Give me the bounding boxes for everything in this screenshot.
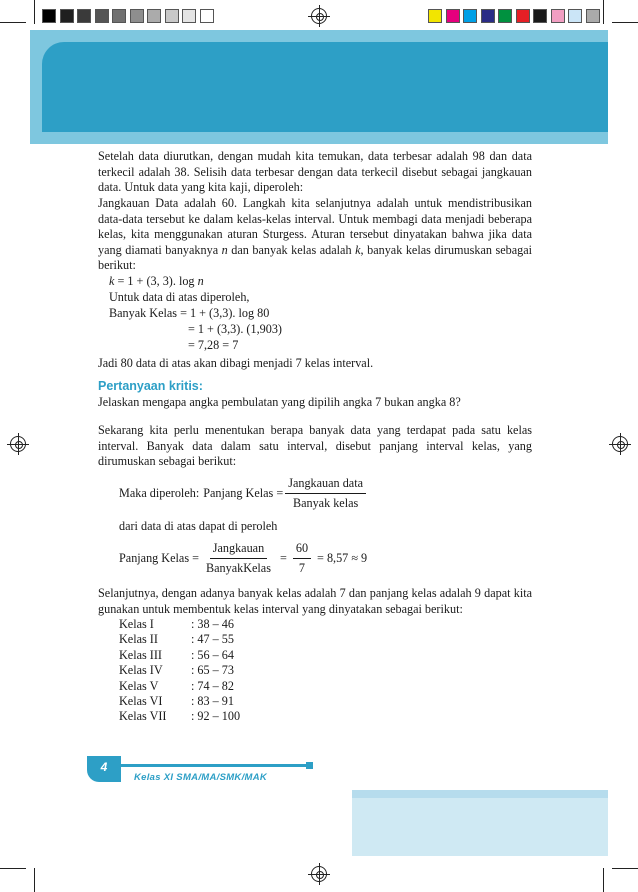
crop-mark: [603, 0, 604, 24]
gray-swatch: [112, 9, 126, 23]
fraction-numerator: 60: [293, 541, 311, 559]
formula-text: = 1 + (3, 3). log: [114, 274, 198, 288]
conclusion-text: Jadi 80 data di atas akan dibagi menjadi 7 kelas interval.: [98, 356, 374, 370]
class-name: Kelas III: [119, 647, 162, 662]
class-range: : 92 – 100: [191, 709, 241, 724]
color-swatch: [516, 9, 530, 23]
color-swatch: [533, 9, 547, 23]
fraction-numerator: Jangkauan data: [285, 476, 366, 494]
class-name: Kelas V: [119, 678, 159, 693]
calculation-result: = 8,57 ≈ 9: [317, 551, 368, 565]
fraction: [293, 541, 311, 576]
gray-swatch: [182, 9, 196, 23]
class-interval-list: [119, 617, 319, 725]
fraction-denominator: 7: [298, 561, 305, 575]
fraction-denominator: Banyak kelas: [292, 496, 359, 510]
fraction: [285, 476, 366, 511]
crop-mark: [34, 868, 35, 892]
variable-k: k: [355, 242, 361, 257]
paragraph-sturgess-part: , banyak kelas dirumuskan sebagai berikut:: [98, 242, 533, 273]
class-interval-row: [119, 694, 319, 709]
color-swatch: [446, 9, 460, 23]
fraction: [203, 541, 274, 576]
variable-n: n: [197, 274, 204, 288]
formula-prefix: Maka diperoleh:: [119, 486, 200, 500]
crop-mark: [612, 868, 638, 869]
gray-swatch: [200, 9, 214, 23]
critical-question-text: Jelaskan mengapa angka pembulatan yang dipilih angka 7 bukan angka 8?: [98, 395, 461, 409]
crop-mark: [603, 868, 604, 892]
class-range: : 65 – 73: [191, 663, 234, 678]
variable-k: k: [109, 274, 115, 288]
page-number: 4: [87, 756, 121, 782]
crop-mark: [0, 868, 26, 869]
gray-swatch: [165, 9, 179, 23]
crop-mark: [0, 22, 26, 23]
registration-mark-icon: [612, 436, 628, 452]
interval-length-calculation: [119, 541, 367, 576]
color-swatch: [551, 9, 565, 23]
color-swatch: [498, 9, 512, 23]
gray-swatch: [60, 9, 74, 23]
color-swatch: [586, 9, 600, 23]
class-interval-row: [119, 663, 319, 678]
variable-n: n: [221, 242, 228, 257]
crop-mark: [612, 22, 638, 23]
class-range: : 74 – 82: [191, 678, 234, 693]
formula-line: Untuk data di atas diperoleh,: [109, 290, 250, 304]
formula-lhs: Panjang Kelas =: [119, 551, 199, 565]
class-name: Kelas VI: [119, 694, 163, 709]
gray-swatch: [95, 9, 109, 23]
registration-mark-icon: [10, 436, 26, 452]
class-range: : 38 – 46: [191, 617, 234, 631]
color-swatch: [463, 9, 477, 23]
registration-mark-icon: [311, 8, 327, 24]
paragraph-interval-length: Sekarang kita perlu menentukan berapa banyak data yang terdapat pada satu kelas interval. Banyak data dalam satu interval, disebut panjang interval kelas, yang dirumuskan sebagai berikut:: [98, 423, 532, 469]
sturgess-formula: [109, 274, 543, 290]
footer-decoration: [352, 790, 608, 856]
paragraph-class-intervals: Selanjutnya, dengan adanya banyak kelas adalah 7 dan panjang kelas adalah 9 dapat kita gunakan untuk membentuk kelas interval yang dinyatakan sebagai berikut:: [98, 586, 532, 616]
paragraph-sturgess-part: dan banyak kelas adalah: [231, 242, 352, 257]
paragraph-range: Setelah data diurutkan, dengan mudah kita temukan, data terbesar adalah 98 dan data terkecil adalah 38. Selisih data terbesar dengan data terkecil disebut sebagai jangkauan data. Untuk data yang kita kaji, diperoleh:: [98, 149, 532, 195]
from-data-text: dari data di atas dapat di peroleh: [119, 519, 278, 533]
class-name: Kelas I: [119, 617, 154, 631]
class-range: : 56 – 64: [191, 647, 234, 662]
color-swatch: [568, 9, 582, 23]
formula-line: = 1 + (3,3). (1,903): [188, 322, 282, 336]
book-title: Kelas XI SMA/MA/SMK/MAK: [134, 772, 268, 783]
gray-swatch: [42, 9, 56, 23]
formula-line: = 7,28 = 7: [188, 338, 239, 352]
fraction-numerator: Jangkauan: [210, 541, 267, 559]
class-interval-row: [119, 617, 319, 632]
class-interval-row: [119, 648, 319, 663]
formula-line: Banyak Kelas = 1 + (3,3). log 80: [109, 306, 270, 320]
crop-mark: [34, 0, 35, 24]
gray-swatch: [77, 9, 91, 23]
gray-swatch: [130, 9, 144, 23]
class-range: : 47 – 55: [191, 632, 234, 647]
color-swatch: [481, 9, 495, 23]
paragraph-sturgess-part: Jangkauan Data adalah 60. Langkah kita selanjutnya adalah untuk mendistribusikan data-data tersebut ke dalam kelas-kelas interval. Untuk membagi data menjadi beberapa kelas, kita menggunakan aturan Sturgess. Aturan tersebut dinyatakan bahwa jika data yang diamati banyaknya: [98, 196, 532, 257]
class-interval-row: [119, 679, 319, 694]
class-name: Kelas VII: [119, 709, 167, 724]
class-range: : 83 – 91: [191, 694, 234, 709]
registration-mark-icon: [311, 866, 327, 882]
paragraph-sturgess: [98, 196, 532, 274]
footer-rule-end: [306, 762, 313, 769]
critical-question-heading: Pertanyaan kritis:: [98, 379, 203, 393]
equals-sign: =: [279, 551, 287, 565]
formula-lhs: Panjang Kelas =: [203, 486, 284, 500]
class-name: Kelas II: [119, 632, 158, 647]
class-interval-row: [119, 709, 319, 724]
interval-length-formula: [119, 476, 366, 511]
class-interval-row: [119, 632, 319, 647]
footer-rule: [98, 764, 308, 767]
class-name: Kelas IV: [119, 663, 163, 678]
gray-swatch: [147, 9, 161, 23]
footer-decoration: [352, 790, 608, 798]
color-swatch: [428, 9, 442, 23]
fraction-denominator: BanyakKelas: [205, 561, 271, 575]
header-banner-inner: [42, 42, 608, 132]
